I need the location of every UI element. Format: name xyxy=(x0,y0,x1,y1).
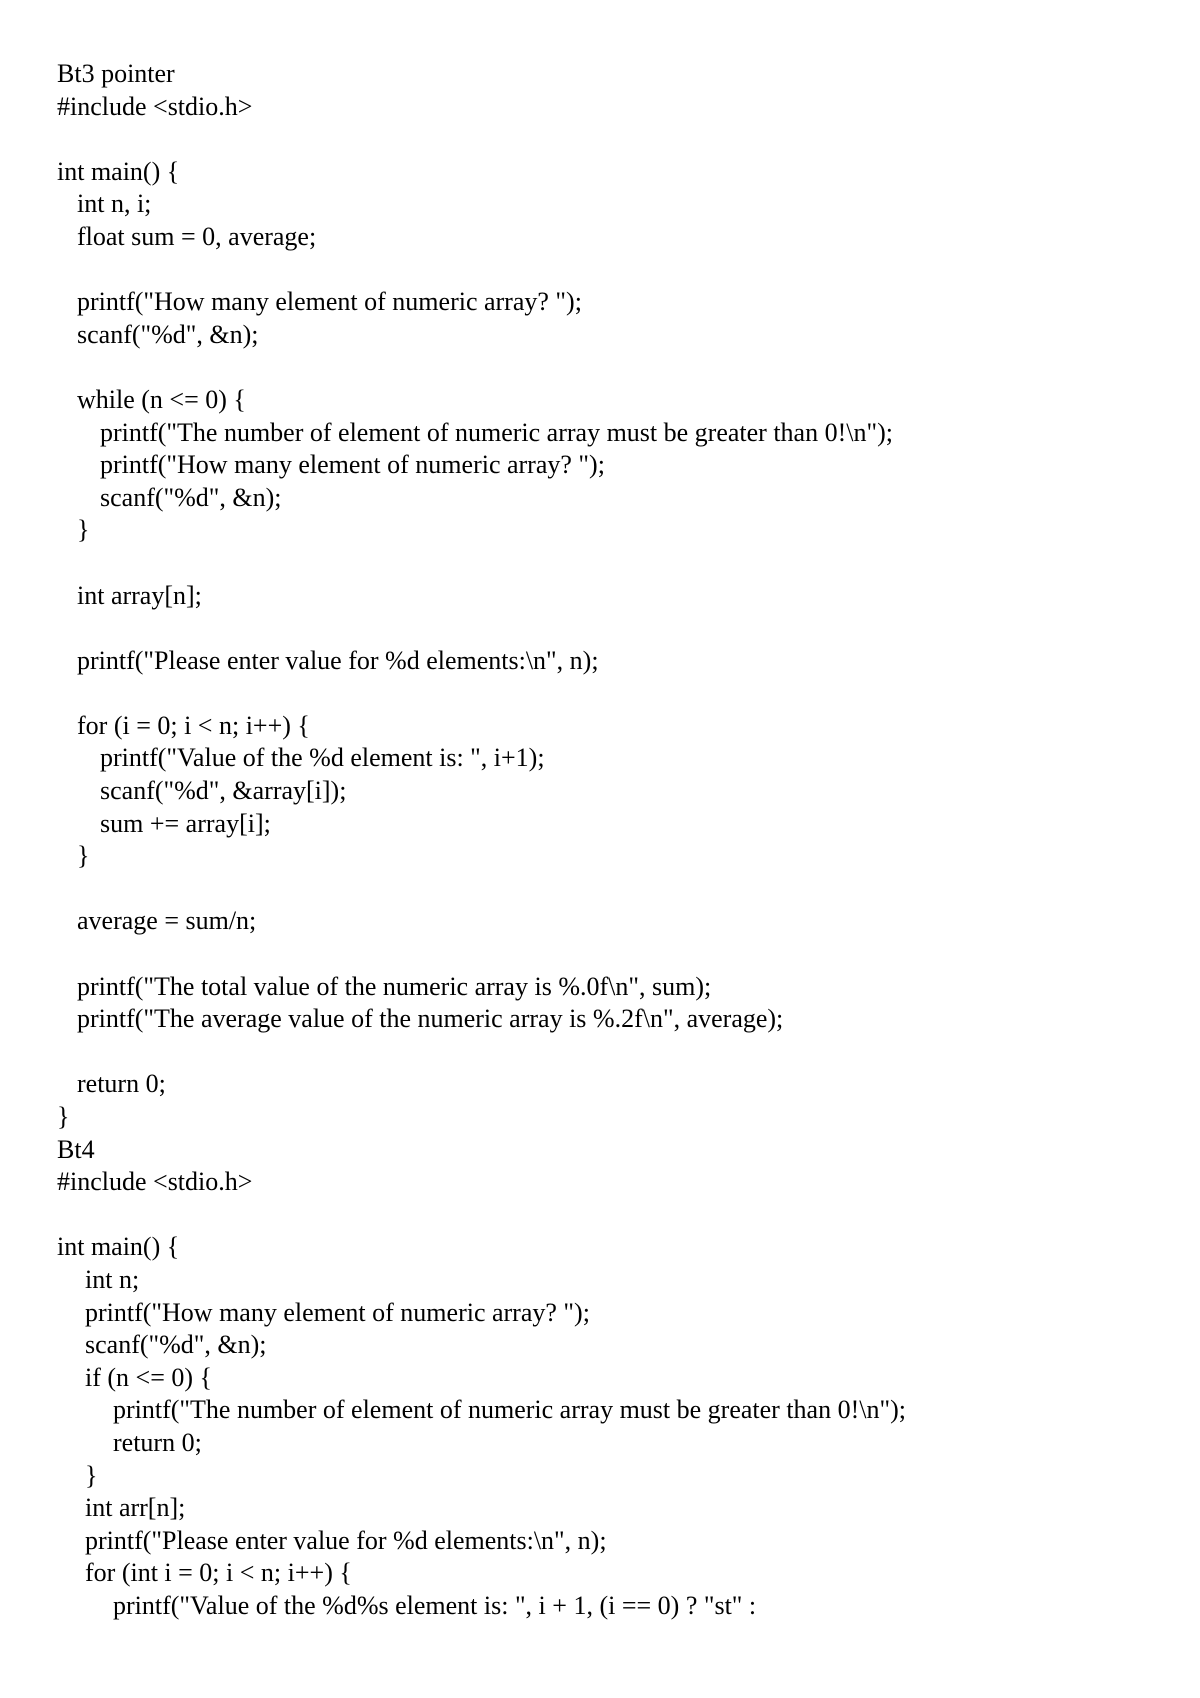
code-listing xyxy=(57,58,1177,1623)
code-line: for (int i = 0; i < n; i++) { xyxy=(85,1558,352,1588)
code-line: printf("How many element of numeric array? "); xyxy=(100,450,605,480)
code-line: } xyxy=(57,1102,70,1131)
code-line: printf("The total value of the numeric array is %.0f\n", sum); xyxy=(77,971,712,1001)
code-line: int main() { xyxy=(57,156,180,186)
code-line: printf("The number of element of numeric array must be greater than 0!\n"); xyxy=(100,417,893,447)
blank-line xyxy=(57,351,1177,384)
blank-line xyxy=(57,612,1177,645)
code-line: } xyxy=(77,841,90,871)
code-line: scanf("%d", &n); xyxy=(100,482,282,512)
code-line: printf("Please enter value for %d elements:\n", n); xyxy=(85,1525,607,1555)
section-heading-bt4: Bt4 xyxy=(57,1134,95,1164)
code-line: printf("How many element of numeric array? "); xyxy=(85,1297,590,1327)
code-line: } xyxy=(77,515,90,545)
code-line: printf("How many element of numeric array? "); xyxy=(77,287,582,317)
blank-line xyxy=(57,938,1177,971)
code-line: printf("Value of the %d%s element is: ", i + 1, (i == 0) ? "st" : xyxy=(113,1590,757,1620)
blank-line xyxy=(57,677,1177,710)
blank-line xyxy=(57,123,1177,156)
code-line: scanf("%d", &array[i]); xyxy=(100,776,347,806)
code-line: for (i = 0; i < n; i++) { xyxy=(77,710,310,740)
section-heading-bt3: Bt3 pointer xyxy=(57,59,175,88)
blank-line xyxy=(57,1036,1177,1069)
code-line: printf("Please enter value for %d elements:\n", n); xyxy=(77,645,599,675)
code-line: while (n <= 0) { xyxy=(77,384,246,414)
code-line: int arr[n]; xyxy=(85,1493,186,1523)
code-line: scanf("%d", &n); xyxy=(77,319,259,349)
code-line: average = sum/n; xyxy=(77,906,257,936)
blank-line xyxy=(57,547,1177,580)
code-line: if (n <= 0) { xyxy=(85,1362,213,1392)
code-line: return 0; xyxy=(77,1069,166,1099)
code-line: return 0; xyxy=(113,1427,202,1457)
blank-line xyxy=(57,1199,1177,1232)
code-line: float sum = 0, average; xyxy=(77,221,317,251)
blank-line xyxy=(57,254,1177,287)
code-line: int n; xyxy=(85,1264,140,1294)
code-line: int main() { xyxy=(57,1232,180,1262)
code-line: #include <stdio.h> xyxy=(57,1167,253,1197)
code-line: printf("Value of the %d element is: ", i+1); xyxy=(100,743,545,773)
code-line: #include <stdio.h> xyxy=(57,91,253,121)
code-line: int array[n]; xyxy=(77,580,202,610)
code-line: printf("The number of element of numeric array must be greater than 0!\n"); xyxy=(113,1395,906,1425)
code-line: int n, i; xyxy=(77,189,152,219)
code-line: sum += array[i]; xyxy=(100,808,271,838)
code-line: scanf("%d", &n); xyxy=(85,1330,267,1360)
blank-line xyxy=(57,873,1177,906)
code-line: printf("The average value of the numeric array is %.2f\n", average); xyxy=(77,1004,784,1034)
code-line: } xyxy=(85,1460,98,1490)
